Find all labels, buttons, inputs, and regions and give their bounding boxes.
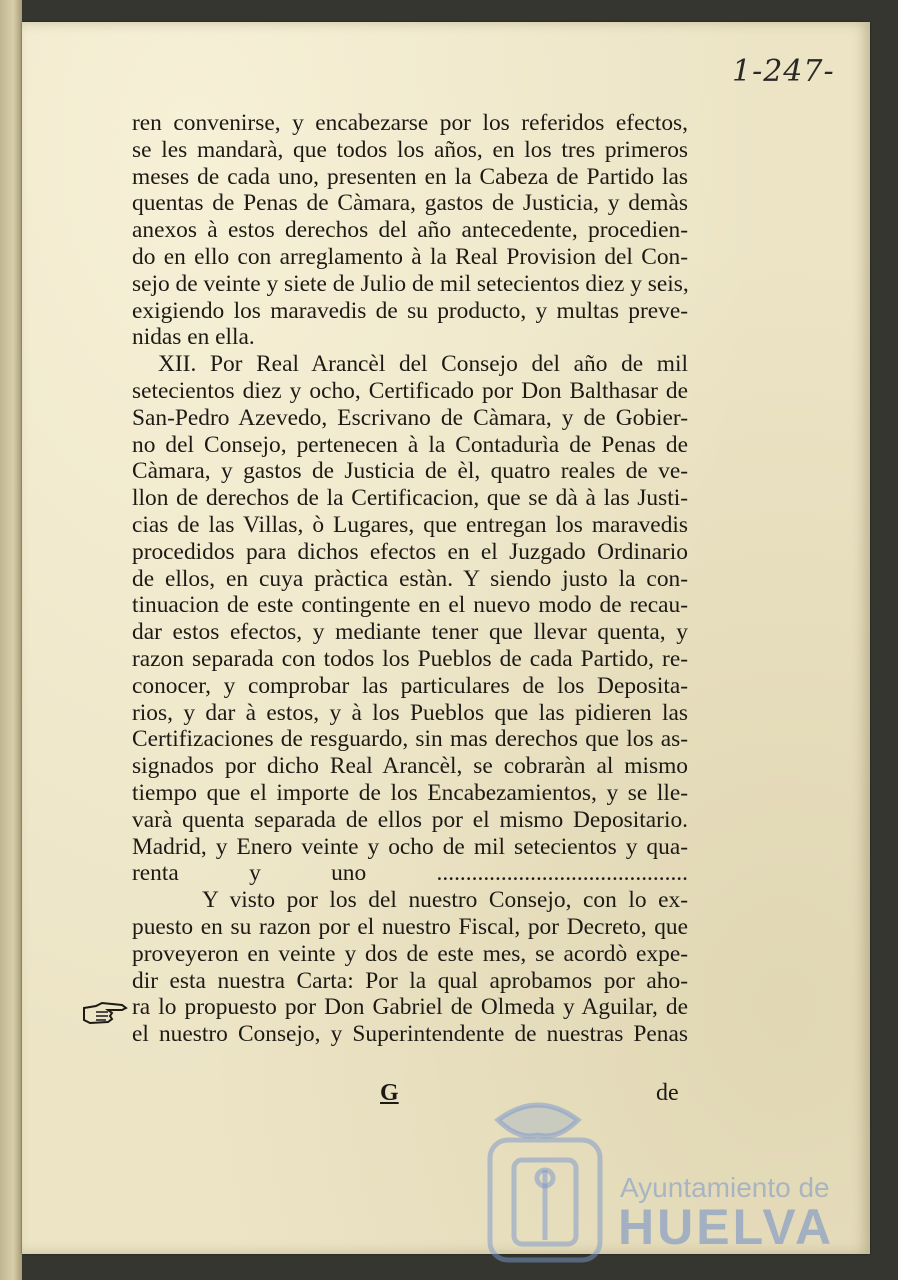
text-line: proveyeron en veinte y dos de este mes, se acordò expe- <box>132 940 688 967</box>
catchword: de <box>656 1080 679 1106</box>
signature-mark: G <box>380 1080 399 1106</box>
section-heading-line: XII. Por Real Arancèl del Consejo del año de mil <box>158 351 688 378</box>
text-line: nidas en ella. <box>132 324 255 351</box>
text-line: no del Consejo, pertenecen à la Contadurìa de Penas de <box>132 431 688 458</box>
text-line: el nuestro Consejo, y Superintendente de nuestras Penas <box>132 1021 688 1048</box>
text-line: rios, y dar à estos, y à los Pueblos que las pidieren las <box>132 699 688 726</box>
text-line: llon de derechos de la Certificacion, que se dà à las Justi- <box>132 485 688 512</box>
text-line: renta y uno ........................................... <box>132 860 688 887</box>
text-line: setecientos diez y ocho, Certificado por Don Balthasar de <box>132 377 688 404</box>
text-line: meses de cada uno, presenten en la Cabeza de Partido las <box>132 163 688 190</box>
text-line: quentas de Penas de Càmara, gastos de Justicia, y demàs <box>132 190 688 217</box>
watermark-big-text: HUELVA <box>618 1199 835 1255</box>
text-line: razon separada con todos los Pueblos de cada Partido, re- <box>132 645 688 672</box>
text-line: varà quenta separada de ellos por el mismo Depositario. <box>132 806 688 833</box>
watermark-small-text: Ayuntamiento de <box>620 1172 830 1203</box>
text-line: Càmara, y gastos de Justicia de èl, quatro reales de ve- <box>132 458 688 485</box>
text-line: signados por dicho Real Arancèl, se cobraràn al mismo <box>132 753 688 780</box>
text-line: Madrid, y Enero veinte y ocho de mil setecientos y qua- <box>132 833 688 860</box>
text-line: ren convenirse, y encabezarse por los referidos efectos, <box>132 110 688 136</box>
previous-page-edge <box>0 0 22 1280</box>
pointing-hand-icon <box>82 1000 128 1026</box>
text-line: dir esta nuestra Carta: Por la qual aprobamos por aho- <box>132 967 688 994</box>
text-line: procedidos para dichos efectos en el Juzgado Ordinario <box>132 538 688 565</box>
text-line: cias de las Villas, ò Lugares, que entregan los maravedis <box>132 511 688 538</box>
text-line: dar estos efectos, y mediante tener que llevar quenta, y <box>132 619 688 646</box>
document-body <box>132 110 688 1048</box>
text-line: tiempo que el importe de los Encabezamientos, y se lle- <box>132 779 688 806</box>
text-line: anexos à estos derechos del año antecedente, procedien- <box>132 217 688 244</box>
text-line: ra lo propuesto por Don Gabriel de Olmeda y Aguilar, de <box>132 994 688 1021</box>
text-line: puesto en su razon por el nuestro Fiscal, por Decreto, que <box>132 913 688 940</box>
text-line: sejo de veinte y siete de Julio de mil setecientos diez y seis, <box>132 270 689 297</box>
text-line: de ellos, en cuya pràctica estàn. Y siendo justo la con- <box>132 565 688 592</box>
text-line: Certifizaciones de resguardo, sin mas derechos que los as- <box>132 726 688 753</box>
text-line: San-Pedro Azevedo, Escrivano de Càmara, y de Gobier- <box>132 404 688 431</box>
text-line: exigiendo los maravedis de su producto, y multas preve- <box>132 297 688 324</box>
text-line: se les mandarà, que todos los años, en los tres primeros <box>132 136 688 163</box>
folio-number: 1-247- <box>732 54 835 89</box>
text-line: tinuacion de este contingente en el nuevo modo de recau- <box>132 592 688 619</box>
text-line: conocer, y comprobar las particulares de los Deposita- <box>132 672 688 699</box>
text-line: do en ello con arreglamento à la Real Provision del Con- <box>132 243 688 270</box>
text-line: Y visto por los del nuestro Consejo, con lo ex- <box>202 887 688 914</box>
